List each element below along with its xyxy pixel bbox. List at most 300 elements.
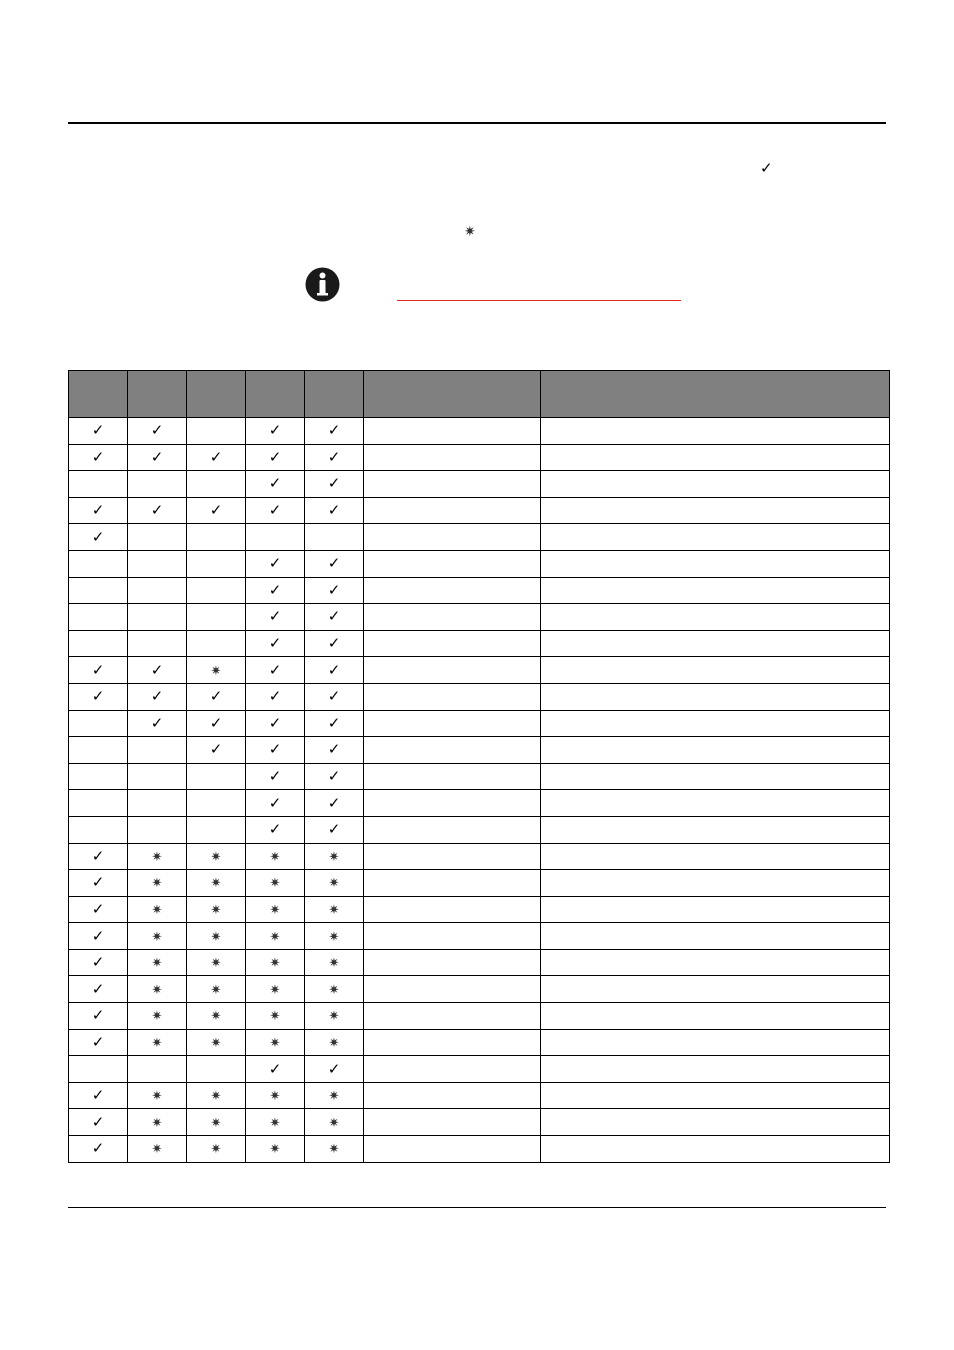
- table-cell: [305, 737, 364, 764]
- table-cell: [246, 923, 305, 950]
- table-cell: [246, 1082, 305, 1109]
- table-cell: [128, 923, 187, 950]
- table-cell: [305, 577, 364, 604]
- table-cell: [364, 710, 541, 737]
- table-cell: [364, 737, 541, 764]
- asterisk-icon: ✷: [328, 1114, 340, 1130]
- table-cell: [246, 444, 305, 471]
- table-cell: [364, 550, 541, 577]
- asterisk-icon: ✷: [210, 901, 222, 917]
- check-icon: ✓: [91, 528, 105, 546]
- table-row: [69, 816, 890, 843]
- asterisk-icon: ✷: [210, 1034, 222, 1050]
- table-cell: [69, 763, 128, 790]
- table-cell: [128, 843, 187, 870]
- check-icon: ✓: [268, 821, 282, 839]
- table-cell: [246, 843, 305, 870]
- check-icon: ✓: [209, 714, 223, 732]
- check-icon: ✓: [91, 980, 105, 998]
- check-icon: ✓: [91, 661, 105, 679]
- check-icon: ✓: [91, 502, 105, 520]
- table-cell: [246, 497, 305, 524]
- check-icon: ✓: [327, 635, 341, 653]
- table-cell: [541, 1003, 890, 1030]
- table-cell: [541, 604, 890, 631]
- asterisk-icon: ✷: [328, 875, 340, 891]
- asterisk-icon: ✷: [328, 848, 340, 864]
- table-cell: [246, 949, 305, 976]
- check-icon: ✓: [268, 1060, 282, 1078]
- table-cell: [69, 949, 128, 976]
- asterisk-icon: ✷: [151, 1008, 163, 1024]
- table-cell: [246, 550, 305, 577]
- check-icon: ✓: [268, 635, 282, 653]
- table-cell: [69, 524, 128, 551]
- asterisk-icon: ✷: [269, 901, 281, 917]
- column-header-6: [364, 371, 541, 418]
- asterisk-icon: ✷: [210, 848, 222, 864]
- check-icon: ✓: [150, 502, 164, 520]
- check-icon: ✓: [268, 688, 282, 706]
- table-row: [69, 843, 890, 870]
- table-cell: [187, 604, 246, 631]
- table-cell: [246, 418, 305, 445]
- check-icon: ✓: [91, 900, 105, 918]
- table-cell: [364, 763, 541, 790]
- check-icon: ✓: [327, 422, 341, 440]
- table-cell: [69, 630, 128, 657]
- table-cell: [69, 1003, 128, 1030]
- table-cell: [246, 1029, 305, 1056]
- table-cell: [541, 710, 890, 737]
- table-row: [69, 524, 890, 551]
- table-cell: [187, 790, 246, 817]
- table-cell: [364, 790, 541, 817]
- asterisk-icon: ✷: [328, 1141, 340, 1157]
- table-row: [69, 949, 890, 976]
- check-icon: ✓: [327, 1060, 341, 1078]
- table-cell: [364, 657, 541, 684]
- table-cell: [364, 843, 541, 870]
- table-cell: [541, 870, 890, 897]
- table-cell: [246, 976, 305, 1003]
- check-icon: ✓: [209, 448, 223, 466]
- check-icon: ✓: [268, 661, 282, 679]
- compatibility-table: [68, 370, 890, 1163]
- table-cell: [187, 524, 246, 551]
- asterisk-icon: ✷: [151, 1088, 163, 1104]
- table-cell: [364, 683, 541, 710]
- table-cell: [541, 444, 890, 471]
- check-icon: ✓: [150, 688, 164, 706]
- table-cell: [187, 1136, 246, 1163]
- table-cell: [128, 816, 187, 843]
- table-cell: [364, 577, 541, 604]
- asterisk-icon: ✷: [151, 1114, 163, 1130]
- table-cell: [187, 1003, 246, 1030]
- table-cell: [187, 896, 246, 923]
- table-row: [69, 1109, 890, 1136]
- table-cell: [128, 710, 187, 737]
- table-cell: [187, 1056, 246, 1083]
- table-cell: [69, 550, 128, 577]
- check-icon: ✓: [150, 714, 164, 732]
- table-cell: [364, 604, 541, 631]
- check-icon: ✓: [327, 475, 341, 493]
- table-row: [69, 683, 890, 710]
- table-cell: [128, 1003, 187, 1030]
- table-row: [69, 604, 890, 631]
- table-cell: [305, 418, 364, 445]
- table-cell: [305, 630, 364, 657]
- asterisk-icon: ✷: [328, 1034, 340, 1050]
- check-icon: ✓: [91, 927, 105, 945]
- check-icon: ✓: [209, 502, 223, 520]
- table-cell: [364, 1003, 541, 1030]
- table-cell: [128, 418, 187, 445]
- table-cell: [187, 577, 246, 604]
- table-cell: [187, 550, 246, 577]
- table-cell: [187, 1109, 246, 1136]
- table-cell: [305, 870, 364, 897]
- asterisk-icon: ✷: [210, 1008, 222, 1024]
- asterisk-icon: ✷: [210, 955, 222, 971]
- table-cell: [246, 790, 305, 817]
- check-icon: ✓: [209, 741, 223, 759]
- asterisk-icon: ✷: [151, 1034, 163, 1050]
- table-cell: [128, 604, 187, 631]
- check-icon: ✓: [327, 714, 341, 732]
- asterisk-icon: ✷: [328, 1088, 340, 1104]
- asterisk-icon: ✷: [328, 928, 340, 944]
- check-icon: ✓: [209, 688, 223, 706]
- check-icon: ✓: [91, 1087, 105, 1105]
- table-cell: [246, 657, 305, 684]
- table-cell: [187, 870, 246, 897]
- table-cell: [246, 763, 305, 790]
- check-icon: ✓: [268, 741, 282, 759]
- table-cell: [246, 1109, 305, 1136]
- check-icon: ✓: [327, 768, 341, 786]
- asterisk-icon: ✷: [210, 1088, 222, 1104]
- table-cell: [305, 657, 364, 684]
- table-cell: [364, 1056, 541, 1083]
- asterisk-icon: ✷: [328, 981, 340, 997]
- table-cell: [364, 630, 541, 657]
- table-cell: [541, 550, 890, 577]
- table-cell: [541, 923, 890, 950]
- table-cell: [128, 683, 187, 710]
- table-cell: [305, 444, 364, 471]
- table-cell: [246, 683, 305, 710]
- table-cell: [246, 870, 305, 897]
- table-row: [69, 444, 890, 471]
- table-cell: [541, 577, 890, 604]
- check-icon: ✓: [91, 847, 105, 865]
- table-row: [69, 471, 890, 498]
- check-icon: ✓: [268, 608, 282, 626]
- check-icon: ✓: [327, 608, 341, 626]
- table-cell: [187, 763, 246, 790]
- table-row: [69, 1003, 890, 1030]
- table-cell: [128, 471, 187, 498]
- asterisk-icon: ✷: [269, 1114, 281, 1130]
- table-row: [69, 550, 890, 577]
- table-cell: [305, 1136, 364, 1163]
- column-header-2: [128, 371, 187, 418]
- table-cell: [305, 604, 364, 631]
- table-cell: [128, 497, 187, 524]
- table-cell: [364, 896, 541, 923]
- table-cell: [305, 497, 364, 524]
- table-cell: [128, 1056, 187, 1083]
- check-icon: ✓: [268, 794, 282, 812]
- table-cell: [128, 870, 187, 897]
- table-cell: [187, 444, 246, 471]
- legend-check-icon: ✓: [760, 160, 773, 177]
- table-cell: [187, 683, 246, 710]
- check-icon: ✓: [268, 475, 282, 493]
- check-icon: ✓: [327, 581, 341, 599]
- asterisk-icon: ✷: [210, 875, 222, 891]
- table-cell: [128, 976, 187, 1003]
- table-cell: [128, 550, 187, 577]
- table-cell: [364, 949, 541, 976]
- table-cell: [69, 737, 128, 764]
- asterisk-icon: ✷: [151, 955, 163, 971]
- table-cell: [69, 497, 128, 524]
- table-cell: [187, 1082, 246, 1109]
- table-cell: [187, 471, 246, 498]
- table-cell: [541, 1082, 890, 1109]
- table-cell: [187, 816, 246, 843]
- check-icon: ✓: [327, 661, 341, 679]
- check-icon: ✓: [91, 1113, 105, 1131]
- check-icon: ✓: [327, 688, 341, 706]
- info-circle-icon: [304, 266, 341, 303]
- table-cell: [128, 763, 187, 790]
- table-cell: [69, 1082, 128, 1109]
- table-header-row: [69, 371, 890, 418]
- table-cell: [69, 1136, 128, 1163]
- table-cell: [128, 444, 187, 471]
- table-cell: [69, 710, 128, 737]
- table-cell: [541, 763, 890, 790]
- table-cell: [305, 923, 364, 950]
- asterisk-icon: ✷: [151, 981, 163, 997]
- table-cell: [364, 816, 541, 843]
- table-cell: [305, 1003, 364, 1030]
- table-row: [69, 923, 890, 950]
- check-icon: ✓: [327, 448, 341, 466]
- table-cell: [305, 949, 364, 976]
- table-cell: [246, 471, 305, 498]
- table-cell: [364, 870, 541, 897]
- table-cell: [364, 524, 541, 551]
- table-cell: [541, 976, 890, 1003]
- check-icon: ✓: [268, 714, 282, 732]
- asterisk-icon: ✷: [328, 955, 340, 971]
- column-header-3: [187, 371, 246, 418]
- check-icon: ✓: [150, 661, 164, 679]
- table-cell: [541, 471, 890, 498]
- table-cell: [305, 896, 364, 923]
- table-cell: [246, 710, 305, 737]
- asterisk-icon: ✷: [328, 1008, 340, 1024]
- table-cell: [541, 524, 890, 551]
- table-cell: [69, 790, 128, 817]
- check-icon: ✓: [91, 1140, 105, 1158]
- table-cell: [305, 816, 364, 843]
- table-cell: [305, 790, 364, 817]
- table-cell: [69, 577, 128, 604]
- check-icon: ✓: [327, 821, 341, 839]
- table-cell: [541, 816, 890, 843]
- check-icon: ✓: [91, 448, 105, 466]
- table-cell: [364, 1082, 541, 1109]
- table-cell: [128, 1136, 187, 1163]
- table-cell: [541, 497, 890, 524]
- asterisk-icon: ✷: [151, 848, 163, 864]
- table-cell: [246, 737, 305, 764]
- table-cell: [541, 843, 890, 870]
- table-row: [69, 790, 890, 817]
- table-cell: [128, 737, 187, 764]
- table-cell: [305, 843, 364, 870]
- table-cell: [128, 896, 187, 923]
- table-row: [69, 497, 890, 524]
- table-row: [69, 577, 890, 604]
- table-row: [69, 1082, 890, 1109]
- check-icon: ✓: [327, 555, 341, 573]
- table-cell: [541, 896, 890, 923]
- column-header-5: [305, 371, 364, 418]
- table-cell: [305, 763, 364, 790]
- table-cell: [246, 1136, 305, 1163]
- asterisk-icon: ✷: [151, 901, 163, 917]
- table-cell: [364, 471, 541, 498]
- table-cell: [541, 1109, 890, 1136]
- table-cell: [246, 1056, 305, 1083]
- asterisk-icon: ✷: [269, 1141, 281, 1157]
- table-cell: [187, 949, 246, 976]
- table-cell: [305, 1109, 364, 1136]
- table-row: [69, 737, 890, 764]
- table-cell: [128, 1082, 187, 1109]
- check-icon: ✓: [268, 581, 282, 599]
- table-cell: [541, 657, 890, 684]
- column-header-7: [541, 371, 890, 418]
- asterisk-icon: ✷: [269, 955, 281, 971]
- table-row: [69, 418, 890, 445]
- header-rule: [68, 122, 886, 124]
- table-cell: [305, 524, 364, 551]
- check-icon: ✓: [150, 422, 164, 440]
- table-row: [69, 976, 890, 1003]
- table-cell: [128, 790, 187, 817]
- table-cell: [69, 418, 128, 445]
- table-cell: [187, 843, 246, 870]
- check-icon: ✓: [91, 1033, 105, 1051]
- table-cell: [128, 524, 187, 551]
- table-cell: [246, 524, 305, 551]
- table-row: [69, 630, 890, 657]
- table-cell: [69, 870, 128, 897]
- table-cell: [69, 444, 128, 471]
- table-row: [69, 1136, 890, 1163]
- table-cell: [128, 657, 187, 684]
- table-cell: [187, 418, 246, 445]
- table-cell: [364, 1136, 541, 1163]
- table-cell: [541, 1056, 890, 1083]
- table-cell: [187, 497, 246, 524]
- check-icon: ✓: [327, 741, 341, 759]
- hyperlink-underline[interactable]: [397, 300, 681, 301]
- table-cell: [364, 1109, 541, 1136]
- table-cell: [69, 896, 128, 923]
- table-cell: [364, 923, 541, 950]
- table-cell: [128, 1029, 187, 1056]
- table-cell: [246, 896, 305, 923]
- table-cell: [187, 737, 246, 764]
- table-cell: [541, 683, 890, 710]
- table-cell: [69, 1109, 128, 1136]
- table-cell: [187, 630, 246, 657]
- column-header-1: [69, 371, 128, 418]
- check-icon: ✓: [91, 688, 105, 706]
- asterisk-icon: ✷: [269, 928, 281, 944]
- table-cell: [69, 471, 128, 498]
- table-cell: [305, 471, 364, 498]
- table-cell: [69, 683, 128, 710]
- table-cell: [541, 418, 890, 445]
- check-icon: ✓: [268, 448, 282, 466]
- table-cell: [246, 816, 305, 843]
- table-cell: [305, 1029, 364, 1056]
- table-cell: [541, 1136, 890, 1163]
- check-icon: ✓: [327, 794, 341, 812]
- column-header-4: [246, 371, 305, 418]
- table-cell: [246, 604, 305, 631]
- table-cell: [187, 923, 246, 950]
- table-cell: [128, 630, 187, 657]
- table-cell: [69, 1056, 128, 1083]
- table-cell: [69, 816, 128, 843]
- asterisk-icon: ✷: [269, 1008, 281, 1024]
- check-icon: ✓: [91, 422, 105, 440]
- check-icon: ✓: [150, 448, 164, 466]
- asterisk-icon: ✷: [210, 1141, 222, 1157]
- table-cell: [187, 657, 246, 684]
- asterisk-icon: ✷: [210, 928, 222, 944]
- table-row: [69, 870, 890, 897]
- table-cell: [128, 577, 187, 604]
- check-icon: ✓: [268, 422, 282, 440]
- table-cell: [246, 577, 305, 604]
- table-cell: [69, 1029, 128, 1056]
- table-cell: [364, 444, 541, 471]
- table-cell: [305, 710, 364, 737]
- check-icon: ✓: [268, 502, 282, 520]
- table-cell: [187, 1029, 246, 1056]
- table-row: [69, 1029, 890, 1056]
- asterisk-icon: ✷: [269, 875, 281, 891]
- table-cell: [364, 1029, 541, 1056]
- table-cell: [305, 1056, 364, 1083]
- asterisk-icon: ✷: [210, 981, 222, 997]
- table-row: [69, 657, 890, 684]
- table-cell: [69, 604, 128, 631]
